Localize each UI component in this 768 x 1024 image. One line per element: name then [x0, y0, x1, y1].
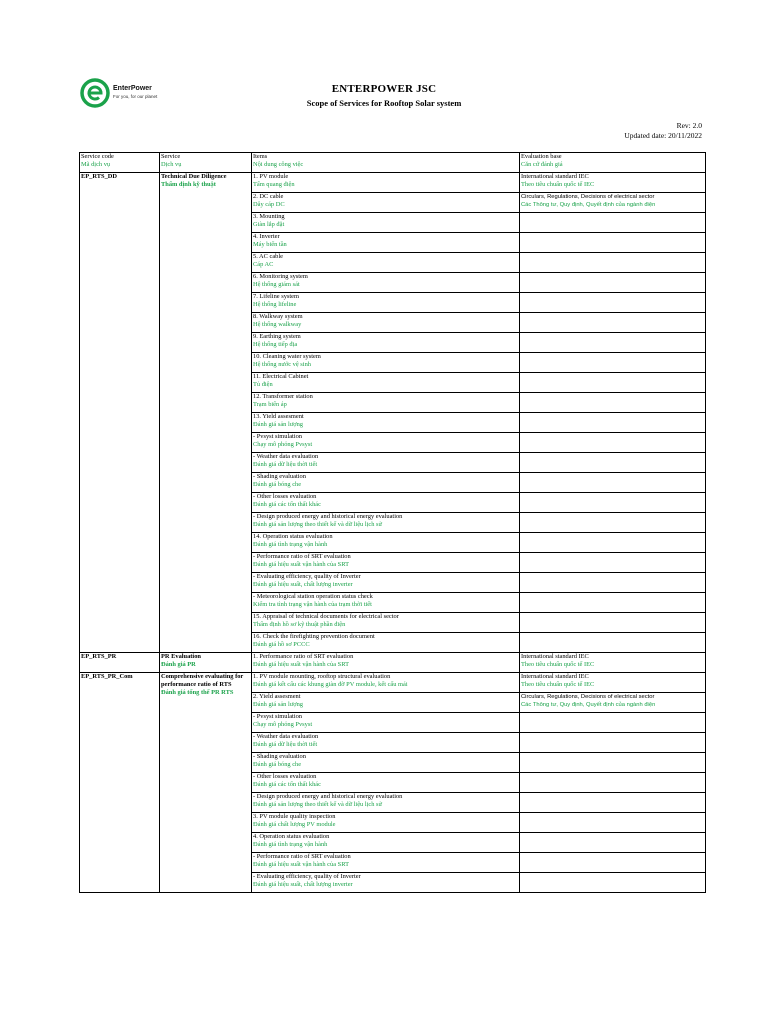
evaluation-base-cell: Circulars, Regulations, Decisions of electrical sector Các Thông tư, Quy định, Quyết định của ngành điện — [520, 693, 706, 713]
item-cell: 1. Performance ratio of SRT evaluation Đánh giá hiệu suất vận hành của SRT — [252, 653, 520, 673]
item-cell: - Weather data evaluation Đánh giá dữ liệu thời tiết — [252, 453, 520, 473]
header-items: Items Nội dung công việc — [252, 153, 520, 173]
logo-tagline: For you, for our planet — [113, 94, 158, 99]
company-name: ENTERPOWER JSC — [331, 83, 437, 95]
evaluation-base-cell: International standard IEC Theo tiêu chuẩn quốc tế IEC — [520, 173, 706, 193]
evaluation-base-cell — [520, 353, 706, 373]
evaluation-base-cell — [520, 313, 706, 333]
evaluation-base-cell — [520, 733, 706, 753]
evaluation-base-cell — [520, 613, 706, 633]
evaluation-base-cell — [520, 493, 706, 513]
evaluation-base-cell — [520, 853, 706, 873]
item-cell: - Other losses evaluation Đánh giá các tổn thất khác — [252, 493, 520, 513]
evaluation-base-cell — [520, 233, 706, 253]
item-cell: 12. Transformer station Trạm biến áp — [252, 393, 520, 413]
header-service-code: Service code Mã dịch vụ — [80, 153, 160, 173]
item-cell: - Performance ratio of SRT evaluation Đánh giá hiệu suất vận hành của SRT — [252, 853, 520, 873]
item-cell: 10. Cleaning water system Hệ thống nước vệ sinh — [252, 353, 520, 373]
service-name-cell: Comprehensive evaluating for performance ratio of RTS Đánh giá tổng thể PR RTS — [160, 673, 252, 893]
evaluation-base-cell — [520, 453, 706, 473]
evaluation-base-cell — [520, 633, 706, 653]
item-cell: 4. Inverter Máy biến tần — [252, 233, 520, 253]
evaluation-base-cell — [520, 293, 706, 313]
item-cell: - Shading evaluation Đánh giá bóng che — [252, 473, 520, 493]
evaluation-base-cell — [520, 433, 706, 453]
item-cell: 2. Yield assesment Đánh giá sản lượng — [252, 693, 520, 713]
item-cell: 16. Check the firefighting prevention document Đánh giá hồ sơ PCCC — [252, 633, 520, 653]
item-cell: - Shading evaluation Đánh giá bóng che — [252, 753, 520, 773]
evaluation-base-cell — [520, 793, 706, 813]
evaluation-base-cell — [520, 373, 706, 393]
evaluation-base-cell — [520, 393, 706, 413]
item-cell: 15. Appraisal of technical documents for electrical sector Thẩm định hồ sơ kỹ thuật phần điện — [252, 613, 520, 633]
evaluation-base-cell — [520, 553, 706, 573]
evaluation-base-cell — [520, 253, 706, 273]
item-cell: 6. Monitoring system Hệ thống giám sát — [252, 273, 520, 293]
table-row — [80, 653, 706, 673]
evaluation-base-cell — [520, 593, 706, 613]
item-cell: 14. Operation status evaluation Đánh giá tình trạng vận hành — [252, 533, 520, 553]
service-code-cell: EP_RTS_DD — [80, 173, 160, 653]
evaluation-base-cell — [520, 213, 706, 233]
item-cell: 3. Mounting Giàn lắp đặt — [252, 213, 520, 233]
item-cell: 3. PV module quality inspection Đánh giá chất lượng PV module — [252, 813, 520, 833]
item-cell: - Design produced energy and historical energy evaluation Đánh giá sản lượng theo thiết kế và dữ liệu lịch sử — [252, 513, 520, 533]
evaluation-base-cell — [520, 273, 706, 293]
item-cell: 5. AC cable Cáp AC — [252, 253, 520, 273]
table-row — [80, 173, 706, 193]
service-name-cell: PR Evaluation Đánh giá PR — [160, 653, 252, 673]
item-cell: - Weather data evaluation Đánh giá dữ liệu thời tiết — [252, 733, 520, 753]
evaluation-base-cell — [520, 413, 706, 433]
item-cell: - Pvsyst simulation Chạy mô phỏng Pvsyst — [252, 713, 520, 733]
table-row — [80, 673, 706, 693]
item-cell: 8. Walkway system Hệ thống walkway — [252, 313, 520, 333]
evaluation-base-cell — [520, 713, 706, 733]
evaluation-base-cell — [520, 473, 706, 493]
evaluation-base-cell — [520, 513, 706, 533]
evaluation-base-cell — [520, 753, 706, 773]
evaluation-base-cell — [520, 573, 706, 593]
item-cell: 9. Earthing system Hệ thống tiếp địa — [252, 333, 520, 353]
service-code-cell: EP_RTS_PR — [80, 653, 160, 673]
evaluation-base-cell — [520, 813, 706, 833]
revision-label: Rev: 2.0 — [676, 121, 702, 130]
service-name-cell: Technical Due Diligence Thẩm định kỹ thuật — [160, 173, 252, 653]
item-cell: 7. Lifeline system Hệ thống lifeline — [252, 293, 520, 313]
document-title: Scope of Services for Rooftop Solar system — [306, 98, 462, 108]
item-cell: 4. Operation status evaluation Đánh giá tình trạng vận hành — [252, 833, 520, 853]
logo-name: EnterPower — [113, 85, 152, 92]
item-cell: 1. PV module mounting, rooftop structural evaluation Đánh giá kết cấu các khung giàn đỡ PV module, kết cấu mái — [252, 673, 520, 693]
item-cell: 13. Yield assesment Đánh giá sản lượng — [252, 413, 520, 433]
evaluation-base-cell: Circulars, Regulations, Decisions of electrical sector Các Thông tư, Quy định, Quyết định của ngành điện — [520, 193, 706, 213]
item-cell: - Evaluating efficiency, quality of Inverter Đánh giá hiệu suất, chất lượng inverter — [252, 873, 520, 893]
item-cell: - Pvsyst simulation Chạy mô phỏng Pvsyst — [252, 433, 520, 453]
header-evaluation-base: Evaluation base Căn cứ đánh giá — [520, 153, 706, 173]
evaluation-base-cell — [520, 533, 706, 553]
item-cell: - Evaluating efficiency, quality of Inverter Đánh giá hiệu suất, chất lượng inverter — [252, 573, 520, 593]
evaluation-base-cell — [520, 833, 706, 853]
item-cell: - Other losses evaluation Đánh giá các tổn thất khác — [252, 773, 520, 793]
table-header-row — [80, 153, 706, 173]
updated-date-label: Updated date: 20/11/2022 — [624, 131, 702, 140]
evaluation-base-cell — [520, 773, 706, 793]
item-cell: - Design produced energy and historical energy evaluation Đánh giá sản lượng theo thiết kế và dữ liệu lịch sử — [252, 793, 520, 813]
evaluation-base-cell — [520, 873, 706, 893]
scope-table — [79, 152, 706, 893]
evaluation-base-cell: International standard IEC Theo tiêu chuẩn quốc tế IEC — [520, 673, 706, 693]
evaluation-base-cell: International standard IEC Theo tiêu chuẩn quốc tế IEC — [520, 653, 706, 673]
evaluation-base-cell — [520, 333, 706, 353]
item-cell: - Performance ratio of SRT evaluation Đánh giá hiệu suất vận hành của SRT — [252, 553, 520, 573]
item-cell: 2. DC cable Dây cáp DC — [252, 193, 520, 213]
item-cell: - Meteorological station operation status check Kiểm tra tình trạng vận hành của trạm thời tiết — [252, 593, 520, 613]
item-cell: 11. Electrical Cabinet Tủ điện — [252, 373, 520, 393]
item-cell: 1. PV module Tấm quang điện — [252, 173, 520, 193]
header-service: Service Dịch vụ — [160, 153, 252, 173]
service-code-cell: EP_RTS_PR_Com — [80, 673, 160, 893]
